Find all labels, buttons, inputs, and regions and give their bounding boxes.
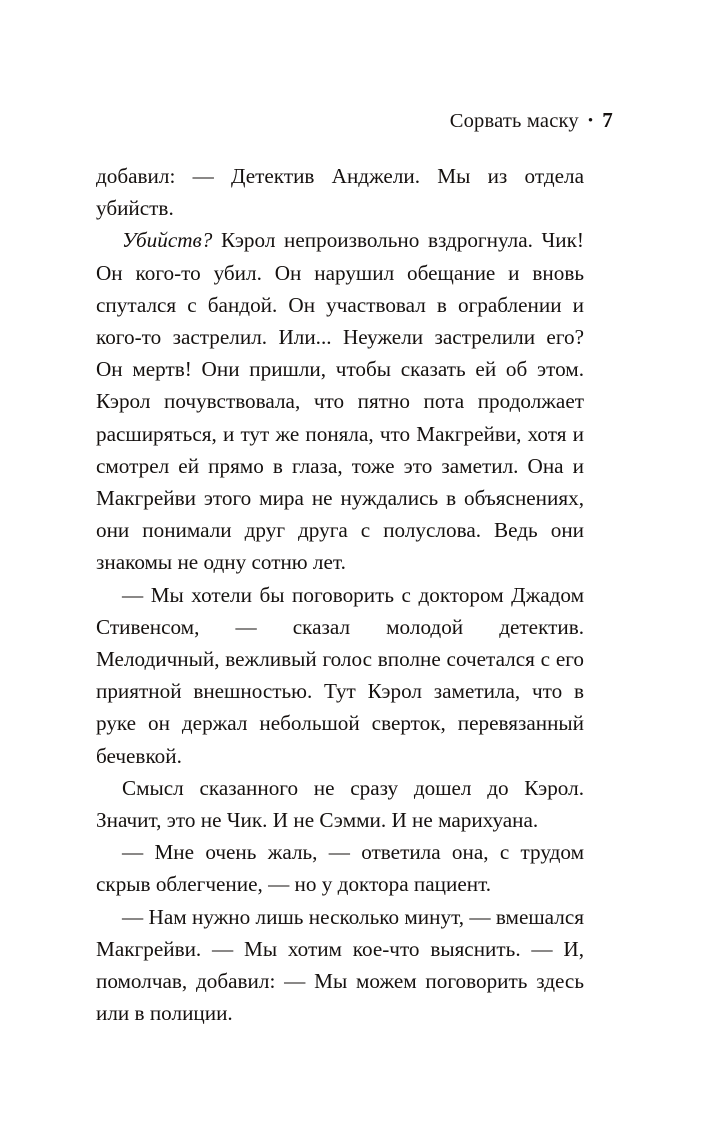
body-text bbox=[96, 160, 584, 1029]
page-number: 7 bbox=[602, 108, 613, 132]
paragraph-2-text: Кэрол непроизвольно вздрогнула. Чик! Он кого-то убил. Он нарушил обещание и вновь спутался с бандой. Он участвовал в ограблении и кого-то застрелил. Или... Неужели застрелили его? Он мертв! Они пришли, чтобы сказать ей об этом. Кэрол почувствовала, что пятно пота продолжает расширяться, и тут же поняла, что Макгрейви, хотя и смотрел ей прямо в глаза, тоже это заметил. Она и Макгрейви этого мира не нуждались в объяснениях, они понимали друг друга с полуслова. Ведь они знакомы не одну сотню лет. bbox=[96, 228, 584, 575]
italic-lead-in: Убийств? bbox=[122, 228, 213, 253]
paragraph-3: — Мы хотели бы поговорить с доктором Джадом Стивенсом, — сказал молодой детектив. Мелодичный, вежливый голос вполне сочетался с его приятной внешностью. Тут Кэрол заметила, что в руке он держал небольшой сверток, перевязанный бечевкой. bbox=[96, 582, 584, 768]
paragraph-1: добавил: — Детектив Анджели. Мы из отдела убийств. bbox=[96, 164, 584, 221]
paragraph-5: — Мне очень жаль, — ответила она, с трудом скрыв облегчение, — но у доктора пациент. bbox=[96, 840, 584, 897]
paragraph-4: Смысл сказанного не сразу дошел до Кэрол. Значит, это не Чик. И не Сэмми. И не марихуана. bbox=[96, 775, 584, 833]
paragraph-6: — Нам нужно лишь несколько минут, — вмешался Макгрейви. — Мы хотим кое-что выяснить. — И, помолчав, добавил: — Мы можем поговорить здесь или в полиции. bbox=[96, 904, 584, 1026]
paragraph-2 bbox=[96, 224, 584, 578]
running-head-separator-bullet: • bbox=[587, 113, 594, 129]
running-head bbox=[96, 108, 613, 138]
running-head-title: Сорвать маску bbox=[449, 110, 579, 132]
